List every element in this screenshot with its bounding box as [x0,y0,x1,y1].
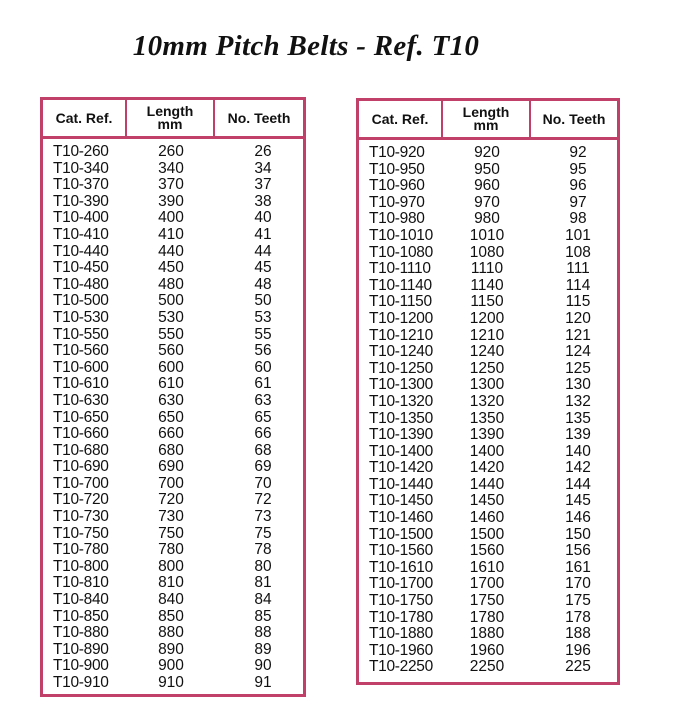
belt-table-left [40,97,306,697]
cell-teeth: 108 [565,243,591,261]
cell-teeth: 135 [565,409,591,427]
cell-length: 390 [158,192,184,210]
cell-cat-ref: T10-530 [53,308,109,326]
cell-cat-ref: T10-780 [53,541,109,559]
cell-teeth: 70 [254,474,272,492]
cell-teeth: 73 [254,508,272,526]
cell-length: 840 [158,591,184,609]
cell-cat-ref: T10-1320 [369,392,433,410]
cell-cat-ref: T10-1460 [369,509,433,527]
cell-cat-ref: T10-1210 [369,326,433,344]
cell-length: 980 [474,210,500,228]
cell-length: 450 [158,259,184,277]
header-length-unit: mm [473,117,499,133]
cell-cat-ref: T10-910 [53,674,109,691]
table-row [359,593,617,610]
cell-teeth: 61 [254,375,272,393]
cell-teeth: 101 [565,226,591,244]
cell-teeth: 139 [565,426,591,444]
cell-cat-ref: T10-440 [53,242,109,260]
table-row [359,493,617,510]
table-row [43,492,303,509]
table-row [359,328,617,345]
cell-length: 1700 [469,575,505,593]
table-body [43,144,303,692]
cell-length: 480 [158,275,184,293]
table-row [43,376,303,393]
table-row [43,642,303,659]
cell-length: 600 [158,358,184,376]
header-length [443,101,531,137]
table-row [359,162,617,179]
cell-teeth: 114 [565,276,591,294]
cell-length: 1460 [469,509,505,527]
cell-length: 1150 [470,293,504,311]
cell-teeth: 63 [254,391,272,409]
cell-cat-ref: T10-630 [53,391,109,409]
cell-length: 410 [158,225,184,243]
table-row [359,477,617,494]
table-row [359,576,617,593]
cell-teeth: 140 [565,442,591,460]
cell-cat-ref: T10-920 [369,144,425,161]
cell-length: 890 [158,640,184,658]
cell-length: 340 [158,159,184,177]
cell-length: 850 [158,607,184,625]
table-row [43,260,303,277]
cell-length: 370 [158,176,184,194]
cell-cat-ref: T10-1140 [369,276,432,294]
table-body [359,145,617,676]
table-row [43,194,303,211]
cell-teeth: 90 [254,657,272,675]
cell-length: 690 [158,458,184,476]
table-row [359,460,617,477]
table-header [43,100,303,139]
table-row [43,592,303,609]
cell-length: 970 [474,193,500,211]
cell-length: 910 [158,674,184,691]
cell-teeth: 98 [569,210,587,228]
table-row [359,261,617,278]
header-no-teeth: No. Teeth [542,110,606,127]
cell-teeth: 144 [565,475,591,493]
table-row [359,659,617,676]
cell-length: 730 [158,508,184,526]
cell-length: 560 [158,342,184,360]
cell-cat-ref: T10-850 [53,607,109,625]
cell-length: 680 [158,441,184,459]
cell-cat-ref: T10-340 [53,159,109,177]
cell-teeth: 178 [565,608,591,626]
cell-cat-ref: T10-1960 [369,641,433,659]
cell-length: 1200 [469,309,505,327]
table-row [43,509,303,526]
header-cat-ref: Cat. Ref. [43,100,127,136]
cell-length: 780 [158,541,184,559]
table-row [43,360,303,377]
cell-length: 500 [158,292,184,310]
table-row [359,377,617,394]
cell-cat-ref: T10-1450 [369,492,433,510]
table-row [43,293,303,310]
cell-cat-ref: T10-1420 [369,459,433,477]
cell-cat-ref: T10-960 [369,177,425,195]
cell-cat-ref: T10-1500 [369,525,433,543]
cell-cat-ref: T10-600 [53,358,109,376]
cell-cat-ref: T10-1390 [369,426,433,444]
cell-cat-ref: T10-650 [53,408,109,426]
cell-teeth: 130 [565,376,591,394]
cell-cat-ref: T10-1700 [369,575,433,593]
cell-cat-ref: T10-450 [53,259,109,277]
cell-length: 1210 [469,326,505,344]
cell-teeth: 85 [254,607,272,625]
cell-teeth: 48 [254,275,272,293]
cell-cat-ref: T10-1240 [369,343,433,361]
cell-cat-ref: T10-1080 [369,243,433,261]
cell-teeth: 56 [254,342,272,360]
cell-teeth: 84 [254,591,272,609]
cell-teeth: 69 [254,458,272,476]
cell-cat-ref: T10-610 [53,375,109,393]
table-row [359,626,617,643]
cell-length: 1140 [470,276,504,294]
cell-length: 900 [158,657,184,675]
cell-cat-ref: T10-880 [53,624,109,642]
cell-length: 1450 [469,492,505,510]
cell-length: 1350 [469,409,505,427]
cell-length: 1880 [469,625,505,643]
cell-cat-ref: T10-970 [369,193,425,211]
cell-teeth: 44 [254,242,272,260]
cell-length: 1440 [469,475,505,493]
cell-cat-ref: T10-800 [53,557,109,575]
cell-length: 1560 [469,542,505,560]
cell-length: 660 [158,425,184,443]
cell-teeth: 34 [254,159,272,177]
cell-length: 960 [474,177,500,195]
table-row [359,610,617,627]
table-row [43,161,303,178]
cell-length: 950 [474,160,500,178]
cell-length: 400 [158,209,184,227]
cell-teeth: 145 [565,492,591,510]
cell-cat-ref: T10-1780 [369,608,433,626]
cell-teeth: 124 [565,343,591,361]
cell-cat-ref: T10-410 [53,225,109,243]
table-row [359,195,617,212]
cell-length: 750 [158,524,184,542]
table-row [43,443,303,460]
cell-teeth: 38 [254,192,272,210]
table-row [359,444,617,461]
header-length-label: Length [146,103,194,119]
table-row [43,244,303,261]
cell-length: 650 [158,408,184,426]
cell-length: 1390 [469,426,505,444]
cell-cat-ref: T10-560 [53,342,109,360]
cell-teeth: 175 [565,592,591,610]
cell-teeth: 121 [565,326,591,344]
cell-cat-ref: T10-980 [369,210,425,228]
table-header [359,101,617,140]
cell-cat-ref: T10-810 [53,574,109,592]
cell-length: 1500 [469,525,505,543]
table-row [359,311,617,328]
cell-length: 720 [158,491,184,509]
cell-teeth: 78 [254,541,272,559]
table-row [43,144,303,161]
cell-cat-ref: T10-700 [53,474,109,492]
cell-teeth: 150 [565,525,591,543]
cell-length: 1110 [470,260,504,278]
cell-length: 440 [158,242,184,260]
table-row [359,245,617,262]
table-row [359,427,617,444]
table-row [43,227,303,244]
cell-cat-ref: T10-1750 [369,592,433,610]
table-row [43,393,303,410]
cell-length: 610 [158,375,184,393]
cell-teeth: 170 [565,575,591,593]
cell-length: 810 [158,574,184,592]
cell-cat-ref: T10-890 [53,640,109,658]
cell-length: 550 [158,325,184,343]
table-row [43,410,303,427]
cell-cat-ref: T10-950 [369,160,425,178]
cell-teeth: 188 [565,625,591,643]
cell-length: 1750 [469,592,505,610]
cell-cat-ref: T10-400 [53,209,109,227]
cell-cat-ref: T10-1010 [369,226,433,244]
cell-teeth: 196 [565,641,591,659]
cell-teeth: 26 [254,143,272,160]
header-length [127,100,215,136]
cell-length: 630 [158,391,184,409]
cell-teeth: 146 [565,509,591,527]
table-row [359,361,617,378]
cell-cat-ref: T10-730 [53,508,109,526]
cell-cat-ref: T10-840 [53,591,109,609]
cell-teeth: 96 [569,177,587,195]
cell-teeth: 66 [254,425,272,443]
table-row [359,527,617,544]
cell-teeth: 156 [565,542,591,560]
table-row [359,560,617,577]
table-row [43,609,303,626]
table-row [359,510,617,527]
cell-teeth: 40 [254,209,272,227]
cell-cat-ref: T10-1400 [369,442,433,460]
table-row [359,411,617,428]
cell-length: 1400 [469,442,505,460]
cell-length: 1010 [469,226,505,244]
table-row [43,542,303,559]
cell-cat-ref: T10-750 [53,524,109,542]
cell-teeth: 60 [254,358,272,376]
cell-teeth: 115 [565,293,591,311]
cell-teeth: 75 [254,524,272,542]
cell-cat-ref: T10-370 [53,176,109,194]
header-no-teeth: No. Teeth [227,109,291,126]
table-row [359,394,617,411]
cell-length: 1780 [469,608,505,626]
header-cat-ref: Cat. Ref. [359,101,443,137]
cell-cat-ref: T10-2250 [369,658,433,676]
cell-teeth: 72 [254,491,272,509]
table-row [43,343,303,360]
cell-length: 1250 [469,359,505,377]
cell-teeth: 41 [254,225,272,243]
cell-length: 260 [158,143,184,160]
cell-cat-ref: T10-720 [53,491,109,509]
cell-cat-ref: T10-260 [53,143,109,160]
table-row [43,658,303,675]
cell-cat-ref: T10-1610 [369,558,433,576]
table-row [43,559,303,576]
cell-length: 1240 [469,343,505,361]
cell-length: 800 [158,557,184,575]
cell-teeth: 161 [565,558,591,576]
cell-teeth: 92 [569,144,587,161]
table-row [359,294,617,311]
cell-length: 880 [158,624,184,642]
cell-length: 1610 [469,558,505,576]
table-row [43,177,303,194]
cell-cat-ref: T10-680 [53,441,109,459]
cell-teeth: 142 [565,459,591,477]
cell-length: 700 [158,474,184,492]
cell-teeth: 111 [566,260,590,278]
cell-cat-ref: T10-390 [53,192,109,210]
cell-cat-ref: T10-1250 [369,359,433,377]
cell-cat-ref: T10-1150 [369,293,432,311]
cell-length: 1080 [469,243,505,261]
cell-cat-ref: T10-690 [53,458,109,476]
cell-length: 2250 [469,658,505,676]
cell-teeth: 225 [565,658,591,676]
header-length-unit: mm [157,116,183,132]
cell-cat-ref: T10-1200 [369,309,433,327]
cell-cat-ref: T10-900 [53,657,109,675]
cell-length: 1960 [469,641,505,659]
cell-length: 1320 [469,392,505,410]
cell-cat-ref: T10-1440 [369,475,433,493]
table-row [359,145,617,162]
table-row [359,211,617,228]
cell-length: 1300 [469,376,505,394]
table-row [43,459,303,476]
table-row [43,675,303,692]
table-row [43,526,303,543]
table-row [359,178,617,195]
header-length-label: Length [462,104,510,120]
cell-teeth: 50 [254,292,272,310]
cell-teeth: 80 [254,557,272,575]
table-row [43,310,303,327]
cell-cat-ref: T10-1560 [369,542,433,560]
cell-teeth: 53 [254,308,272,326]
cell-cat-ref: T10-1350 [369,409,433,427]
cell-cat-ref: T10-550 [53,325,109,343]
cell-cat-ref: T10-660 [53,425,109,443]
cell-cat-ref: T10-480 [53,275,109,293]
page-title: 10mm Pitch Belts - Ref. T10 [132,30,480,62]
belt-table-right [356,98,620,685]
cell-teeth: 91 [254,674,272,691]
table-row [43,575,303,592]
cell-teeth: 37 [254,176,272,194]
cell-teeth: 65 [254,408,272,426]
table-row [43,476,303,493]
cell-length: 920 [474,144,500,161]
table-row [43,277,303,294]
table-row [43,210,303,227]
cell-teeth: 125 [565,359,591,377]
cell-teeth: 45 [254,259,272,277]
table-row [43,625,303,642]
cell-cat-ref: T10-1300 [369,376,433,394]
table-row [359,344,617,361]
cell-teeth: 68 [254,441,272,459]
cell-length: 530 [158,308,184,326]
table-row [43,327,303,344]
cell-teeth: 132 [565,392,591,410]
cell-teeth: 97 [569,193,587,211]
cell-teeth: 89 [254,640,272,658]
table-row [359,278,617,295]
table-row [359,228,617,245]
cell-cat-ref: T10-500 [53,292,109,310]
table-row [359,643,617,660]
cell-teeth: 88 [254,624,272,642]
cell-teeth: 81 [254,574,272,592]
cell-teeth: 120 [565,309,591,327]
cell-teeth: 95 [569,160,587,178]
cell-cat-ref: T10-1110 [369,260,431,278]
cell-cat-ref: T10-1880 [369,625,433,643]
cell-length: 1420 [469,459,505,477]
table-row [359,543,617,560]
cell-teeth: 55 [254,325,272,343]
table-row [43,426,303,443]
